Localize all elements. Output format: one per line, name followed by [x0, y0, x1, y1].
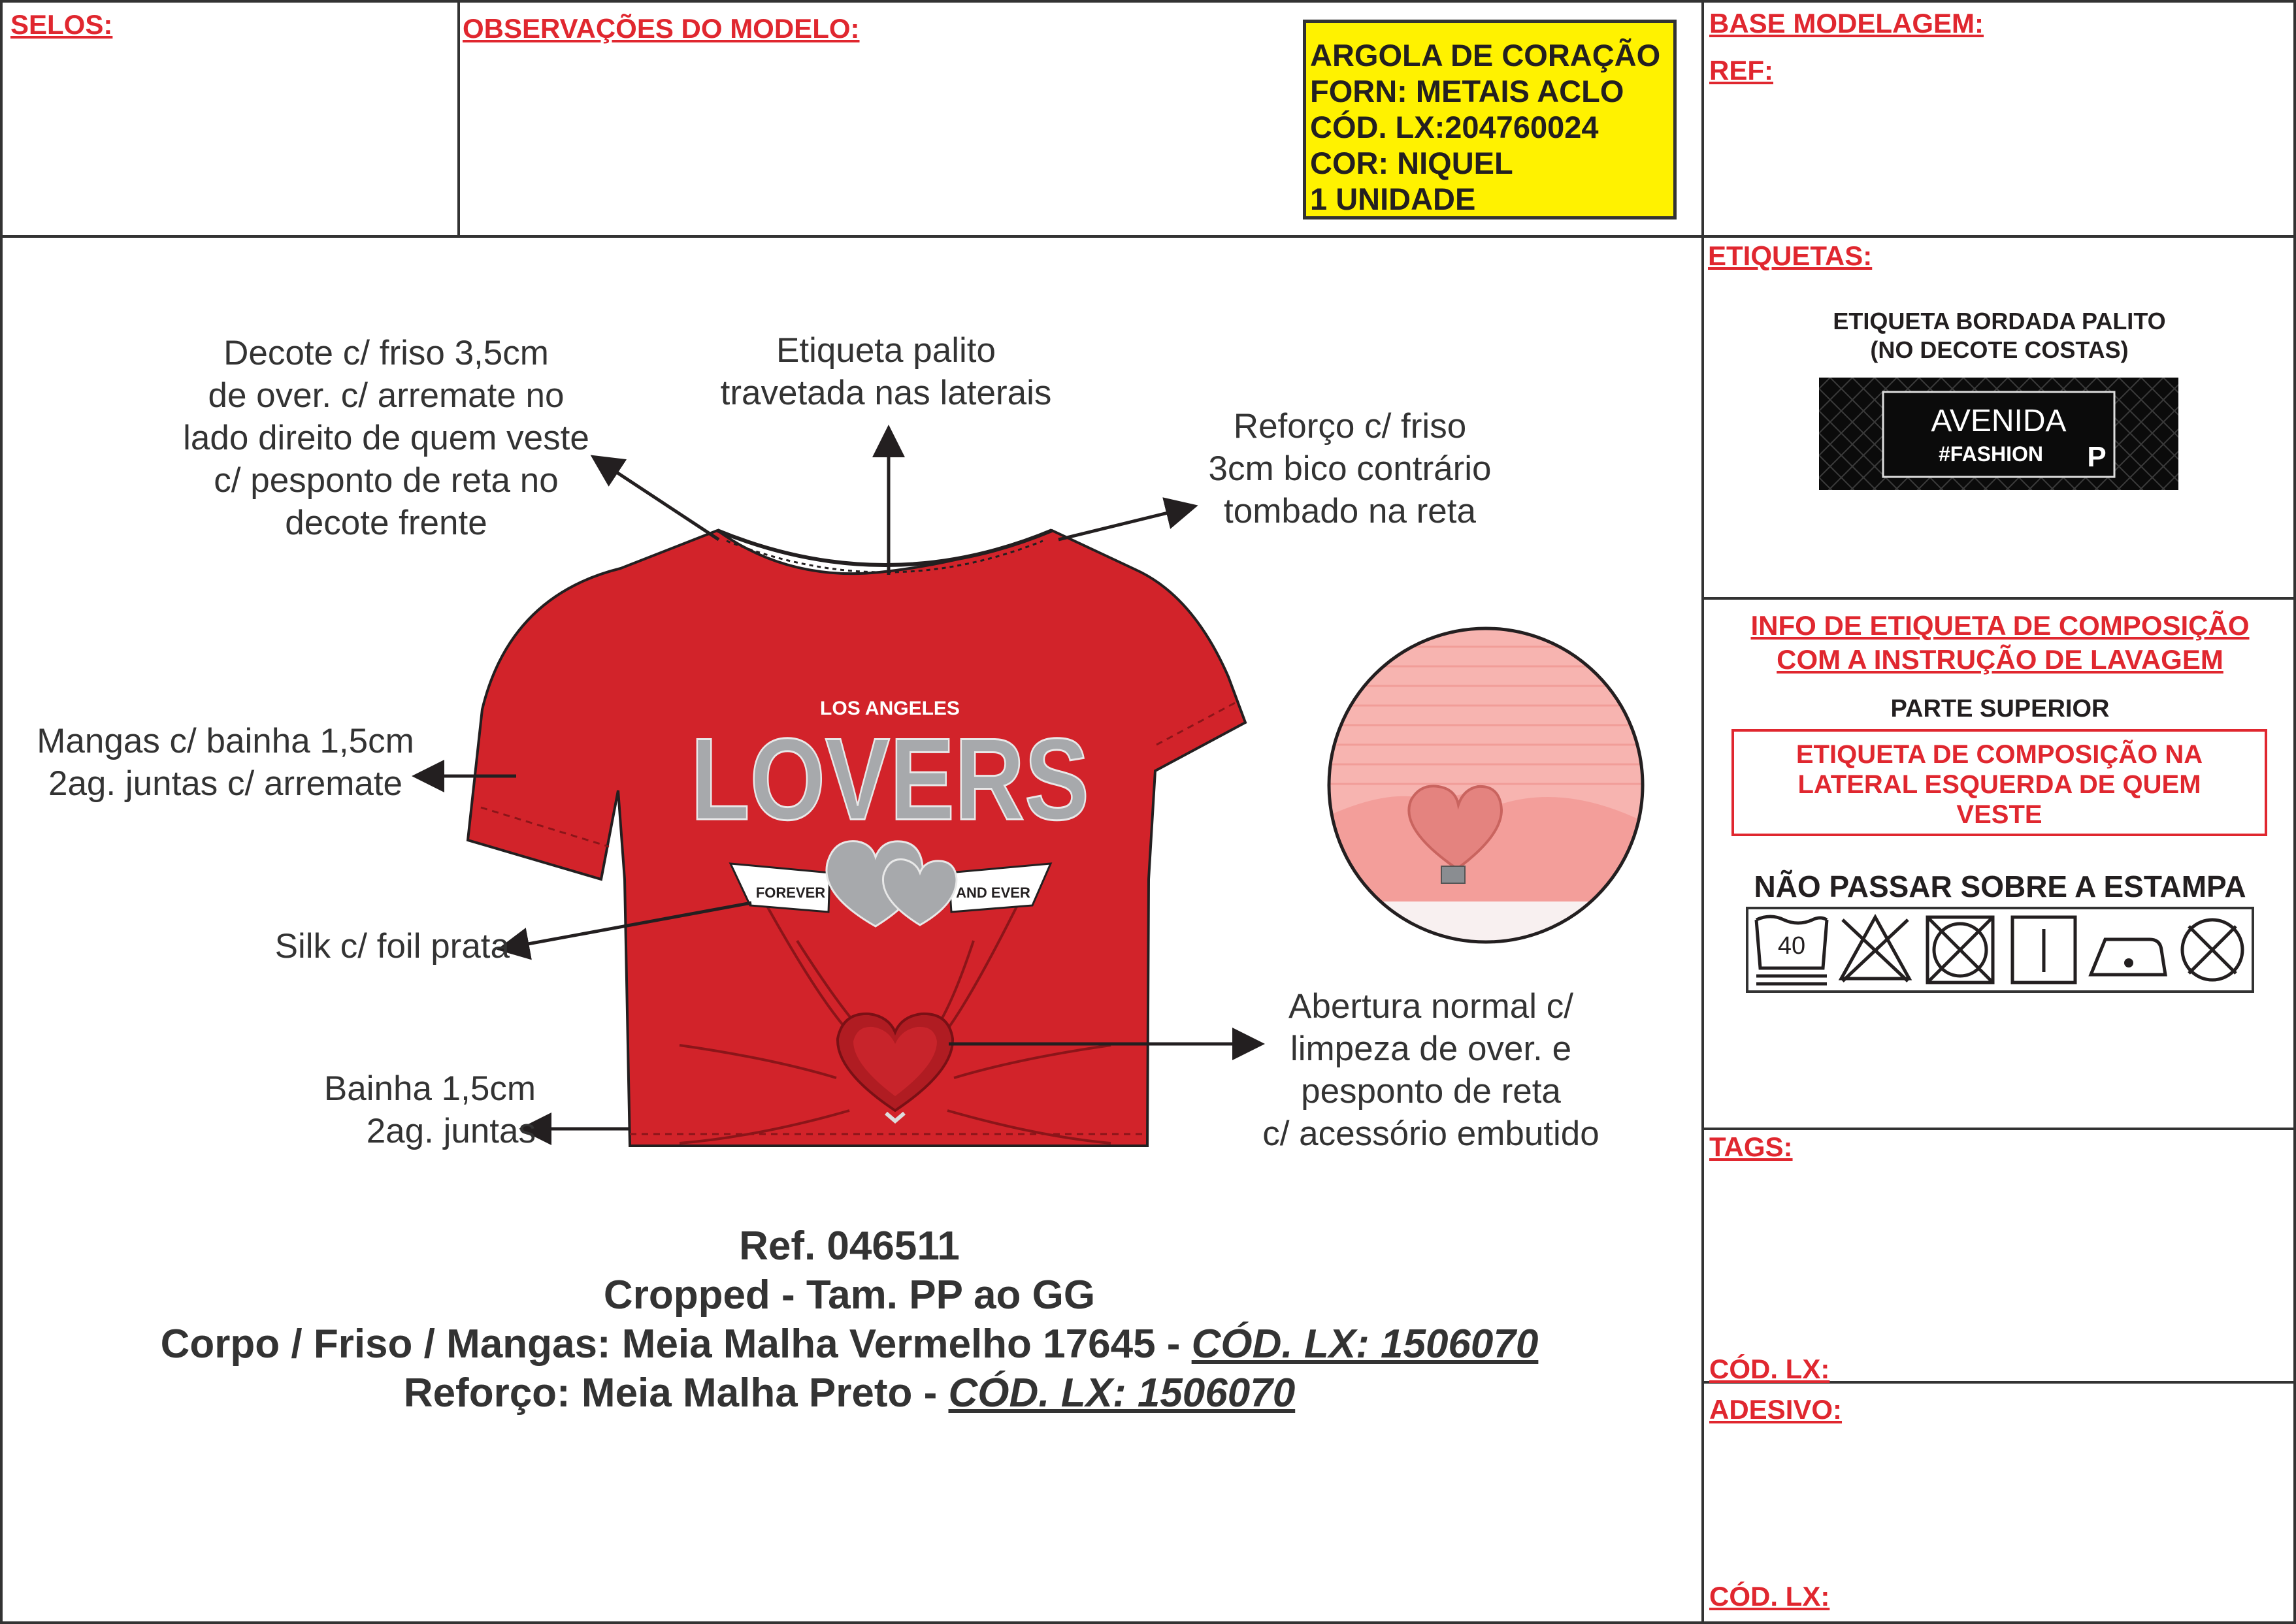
material-body-text: Corpo / Friso / Mangas: Meia Malha Vermelho 17645 -: [160, 1322, 1192, 1367]
wash-temp: 40: [1777, 932, 1806, 960]
product-material-reforco: [65, 1369, 1633, 1418]
product-info: [65, 1222, 1633, 1418]
no-tumble-dry-icon: [1927, 917, 1993, 983]
annotation-etiqueta: Etiqueta palito travetada nas laterais: [720, 331, 1052, 412]
care-warning: NÃO PASSAR SOBRE A ESTAMPA: [1754, 869, 2246, 903]
product-ref: Ref. 046511: [739, 1224, 960, 1269]
annotation-silk: Silk c/ foil prata: [274, 927, 510, 966]
brand-name: AVENIDA: [1931, 404, 2067, 438]
material-body-code: CÓD. LX: 1506070: [1191, 1322, 1539, 1367]
print-main: LOVERS: [691, 714, 1089, 844]
etiquetas-header: ETIQUETAS:: [1708, 240, 1873, 271]
annotation-bainha: Bainha 1,5cm 2ag. juntas: [323, 1069, 536, 1150]
care-icons: [1751, 911, 2249, 989]
divider-tags: [1701, 1128, 2296, 1130]
adesivo-code: CÓD. LX:: [1709, 1581, 1830, 1612]
no-dry-clean-icon: [2182, 920, 2242, 980]
label-title: ETIQUETA BORDADA PALITO (NO DECOTE COSTAS): [1833, 308, 2166, 363]
brand-sub: #FASHION: [1938, 442, 2044, 466]
tags-code: CÓD. LX:: [1709, 1354, 1830, 1384]
line-dry-icon: [2012, 917, 2075, 983]
base-modelagem-header: BASE MODELAGEM:: [1709, 8, 1984, 39]
product-material-body: [65, 1320, 1633, 1369]
material-reforco-text: Reforço: Meia Malha Preto -: [403, 1371, 949, 1416]
print-top: LOS ANGELES: [820, 698, 960, 719]
adesivo-header: ADESIVO:: [1709, 1394, 1843, 1425]
selos-header: SELOS:: [10, 9, 113, 40]
ribbon-left-text: FOREVER: [755, 885, 826, 901]
annotation-reforco: Reforço c/ friso 3cm bico contrário tombado na reta: [1208, 407, 1492, 530]
label-size: P: [2087, 441, 2107, 473]
ref-header: REF:: [1709, 55, 1773, 86]
annotation-abertura: Abertura normal c/ limpeza de over. e pesponto de reta c/ acessório embutido: [1262, 987, 1599, 1153]
annotation-decote: Decote c/ friso 3,5cm de over. c/ arremate no lado direito de quem veste c/ pesponto de reta no decote frente: [183, 334, 589, 542]
product-type: Cropped - Tam. PP ao GG: [603, 1273, 1096, 1318]
no-bleach-icon: [1841, 917, 1909, 981]
brand-label: [1819, 378, 2178, 490]
composition-box: ETIQUETA DE COMPOSIÇÃO NA LATERAL ESQUERDA DE QUEM VESTE: [1731, 729, 2267, 836]
divider-etiquetas: [1701, 597, 2296, 600]
annotation-mangas: Mangas c/ bainha 1,5cm 2ag. juntas c/ arremate: [37, 722, 414, 803]
ribbon-right-text: AND EVER: [956, 885, 1030, 901]
accessory-box: ARGOLA DE CORAÇÃO FORN: METAIS ACLO CÓD. LX:204760024 COR: NIQUEL 1 UNIDADE: [1303, 20, 1677, 219]
iron-low-icon: [2091, 939, 2165, 975]
composition-part: PARTE SUPERIOR: [1890, 695, 2110, 723]
observacoes-header: OBSERVAÇÕES DO MODELO:: [463, 13, 860, 44]
composition-title: INFO DE ETIQUETA DE COMPOSIÇÃO COM A INSTRUÇÃO DE LAVAGEM: [1750, 610, 2250, 675]
tags-header: TAGS:: [1709, 1131, 1793, 1162]
material-reforco-code: CÓD. LX: 1506070: [948, 1371, 1296, 1416]
